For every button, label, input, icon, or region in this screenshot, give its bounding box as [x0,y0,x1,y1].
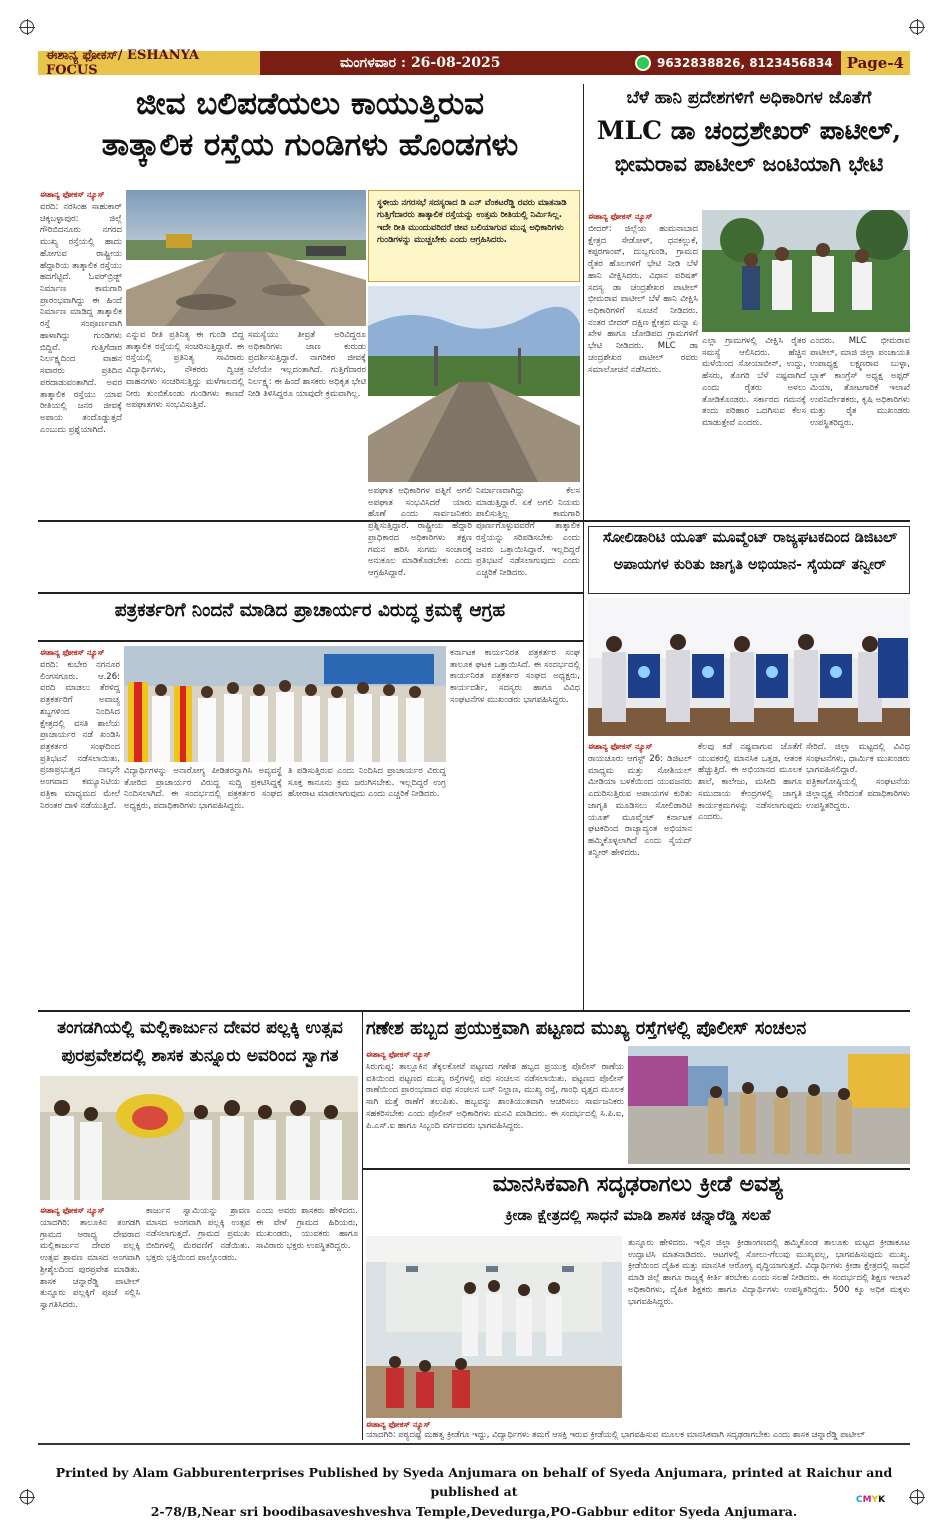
article4-col1: ವರದಿ: ಕುಬೇರ ನಗನೂರ ಲಿಂಗಸಗೂರು. ಆ.26: ವರದಿ ಮಾಡಲು ತೆರಳಿದ್ದ ಪತ್ರಕರ್ತರಿಗೆ ಅವಾಚ್ಯ ಶಬ್ದಗಳಿಂದ ನಿಂದಿಸಿದ ಕ್ಷೇತ್ರದಲ್ಲಿ ವಸತಿ ಶಾಲೆಯ ಪ್ರಾಚಾರ್ಯರ ನಡೆ ಖಂಡಿಸಿ ಪತ್ರಕರ್ತರ ಸಂಘದಿಂದ ಪ್ರತಿಭಟನೆ ನಡೆಸಲಾಯಿತು. ಪ್ರಜಾಪ್ರಭುತ್ವದ ನಾಲ್ಕನೇ ಅಂಗವಾದ ಕಮ್ಯೂನಿಟಿಯ ಪತ್ರಿಕಾ ಮಾಧ್ಯಮದ ಮೇಲೆ ನಿರಂತರ ದಾಳಿ ನಡೆಯುತ್ತಿದೆ. [40,660,120,811]
article7-byline: ಈಶಾನ್ಯ ಫೋಕಸ್ ನ್ಯೂಸ್ [366,1420,431,1429]
article6-headline: ಗಣೇಶ ಹಬ್ಬದ ಪ್ರಯುಕ್ತವಾಗಿ ಪಟ್ಟಣದ ಮುಖ್ಯ ರಸ್ತೆಗಳಲ್ಲಿ ಪೊಲೀಸ್ ಸಂಚಲನ [366,1018,807,1039]
article5-byline: ಈಶಾನ್ಯ ಫೋಕಸ್ ನ್ಯೂಸ್ [40,1206,105,1215]
registration-mark-icon [910,1490,924,1504]
article2-col3: ಎಂದರು. MLC ಭೀಮರಾವ ಪಾಟೀಲ್, ಮಾಜಿ ಜಿಲ್ಲಾ ಪಂಚಾಯತಿ ಉಪಾಧ್ಯಕ್ಷ ಲಕ್ಷ್ಮಣರಾವ ಬುಳ್ಳಾ, ಬ್ಲಾಕ್ ಕಾಂಗ್ರೆಸ್ ಅಧ್ಯಕ್ಷ ಅಫ್ಸರ್ ಮಿಯಾ, ತೋಟಗಾರಿಕೆ ಇಲಾಖೆ ಉಪನಿರ್ದೇಶಕರು, ಕೃಷಿ ಅಧಿಕಾರಿಗಳು ಮತ್ತು ರೈತ ಮುಖಂಡರು ಉಪಸ್ಥಿತರಿದ್ದರು. [810,336,910,429]
whatsapp-icon [635,55,651,71]
phone-numbers: 9632838826, 8123456834 [656,56,833,70]
contact-phones [635,55,833,71]
article4-byline: ಈಶಾನ್ಯ ಫೋಕಸ್ ನ್ಯೂಸ್ [40,648,105,657]
article3-headline-line1: ಸೋಲಿಡಾರಿಟಿ ಯೂತ್ ಮೂವ್ಮೆಂಟ್ ರಾಜ್ಯಘಟಕದಿಂದ ಡಿಜಿಟಲ್ [602,530,898,546]
article7-subhead: ಕ್ರೀಡಾ ಕ್ಷೇತ್ರದಲ್ಲಿ ಸಾಧನೆ ಮಾಡಿ ಶಾಸಕ ಚನ್ನಾರೆಡ್ಡಿ ಸಲಹೆ [505,1206,771,1224]
article5-col3: ಎಂದು ಅವರು ಶಾಸಕರು ಹೇಳಿದರು. ಈ ವೇಳೆ ಗ್ರಾಮದ ಹಿರಿಯರು, ಮುಖಂಡರು, ಯುವಕರು ಹಾಗೂ ಸಾವಿರಾರು ಭಕ್ತರು ಉಪಸ್ಥಿತರಿದ್ದರು. [256,1206,358,1252]
page-number: Page-4 [841,51,910,75]
registration-mark-icon [910,20,924,34]
article2-headline-line3: ಭೀಮರಾವ ಪಾಟೀಲ್ ಜಂಟಿಯಾಗಿ ಭೇಟಿ [614,152,884,177]
article2-col2: ಎಲ್ಲಾ ಗ್ರಾಮಗಳಲ್ಲಿ ವೀಕ್ಷಿಸಿ ರೈತರ ಸಮಸ್ಯೆ ಆಲಿಸಿದರು. ಹೆಚ್ಚಿನ ಮಳೆಯಿಂದ ಸೋಯಾಬೀನ್, ಉದ್ದು, ಹೆಸರು, ತೊಗರಿ ಬೆಳೆ ನಷ್ಟವಾಗಿದೆ ಎಂದು ರೈತರು ಅಳಲು ತೋಡಿಕೊಂಡರು. ಸರ್ಕಾರದ ಗಮನಕ್ಕೆ ತಂದು ಪರಿಹಾರ ಒದಗಿಸುವ ಕೆಲಸ ಮಾಡುತ್ತೇವೆ ಎಂದರು. [702,336,806,429]
section-divider [38,1010,910,1012]
imprint-line2: 2-78/B,Near sri boodibasaveshveshva Temple,Devedurga,PO-Gabbur editor Syeda Anjumara. [150,1503,798,1519]
article6-photo-police-march [628,1046,910,1164]
article3-headline [592,530,908,575]
article5-col1: ಯಾದಗಿರಿ: ತಾಲೂಕಿನ ತಂಗಡಗಿ ಗ್ರಾಮದ ಆರಾಧ್ಯ ದೇವರಾದ ಮಲ್ಲಿಕಾರ್ಜುನ ದೇವರ ಪಲ್ಲಕ್ಕಿ ಉತ್ಸವ ಶ್ರಾವಣ ಮಾಸದ ಅಂಗವಾಗಿ ಶ್ರೀಶೈಲದಿಂದ ಪುರಪ್ರವೇಶ ಮಾಡಿತು. ಶಾಸಕ ಚನ್ನಾರೆಡ್ಡಿ ಪಾಟೀಲ್ ತುನ್ನೂರು ಪಲ್ಲಕ್ಕಿಗೆ ಪೂಜೆ ಸಲ್ಲಿಸಿ ಸ್ವಾಗತಿಸಿದರು. [40,1218,140,1311]
imprint-footer [38,1443,910,1529]
article2-headline-line1: ಬೆಳೆ ಹಾನಿ ಪ್ರದೇಶಗಳಿಗೆ ಅಧಿಕಾರಿಗಳ ಜೊತೆಗೆ [626,88,872,108]
article5-col2: ಕಾರ್ಜುನ ಸ್ವಾಮಿಯನ್ನು ಶ್ರಾವಣ ಮಾಸದ ಅಂಗವಾಗಿ ಪಲ್ಲಕ್ಕಿ ಉತ್ಸವ ನಡೆಸಲಾಗುತ್ತದೆ. ಗ್ರಾಮದ ಪ್ರಮುಖ ಬೀದಿಗಳಲ್ಲಿ ಮೆರವಣಿಗೆ ನಡೆಯಿತು. ಭಕ್ತರು ಭಕ್ತಿಯಿಂದ ಪಾಲ್ಗೊಂಡರು. [146,1206,250,1263]
article4-col3: ತಿ ಪಡಿಸುತ್ತಿರುವ ಎಂದು ನಿಂದಿಸಿದ ಪ್ರಾಚಾರ್ಯರ ವಿರುದ್ಧ ಸೂಕ್ತ ಕಾನೂನು ಕ್ರಮ ಜರುಗಿಸಬೇಕು. ಇಲ್ಲದಿದ್ದರೆ ಉಗ್ರ ಹೋರಾಟ ಮಾಡಲಾಗುವುದು ಎಂದು ಎಚ್ಚರಿಕೆ ನೀಡಿದರು. [288,766,446,800]
article1-col2: ಎನ್ನುವ ರೀತಿ ಪ್ರತಿನಿತ್ಯ ಈ ಗುಂಡಿ ಬಿದ್ದ ತಾತ್ಕಾಲಿಕ ರಸ್ತೆಯಲ್ಲಿ ಸಂಚರಿಸುತ್ತಿದ್ದಾರೆ. ಈ ರಸ್ತೆಯಲ್ಲಿ ಪ್ರತಿನಿತ್ಯ ಸಾವಿರಾರು ವಿದ್ಯಾರ್ಥಿಗಳು, ನೌಕರರು ದ್ವಿಚಕ್ರ ವಾಹನಗಳು ಸಂಚರಿಸುತ್ತಿದ್ದು ಮಳೆಗಾಲದಲ್ಲಿ ನೀರು ತುಂಬಿಕೊಂಡು ಗುಂಡಿಗಳು ಕಾಣದೆ ಅಪಘಾತಗಳು ಸಂಭವಿಸುತ್ತಿವೆ. [126,330,244,411]
article7-headline: ಮಾನಸಿಕವಾಗಿ ಸದೃಢರಾಗಲು ಕ್ರೀಡೆ ಅವಶ್ಯ [492,1172,784,1197]
article1-photo-street [368,286,580,482]
article6-byline: ಈಶಾನ್ಯ ಫೋಕಸ್ ನ್ಯೂಸ್ [366,1050,431,1059]
article6-body: ಸಿರುಗುಪ್ಪ: ತಾಲ್ಲೂಕಿನ ತೆಕ್ಕಲಕೋಟೆ ಪಟ್ಟಣದ ಗಣೇಶ ಹಬ್ಬದ ಪ್ರಯುಕ್ತ ಪೊಲೀಸ್ ಠಾಣೆಯ ವತಿಯಿಂದ ಪಟ್ಟಣದ ಮುಖ್ಯ ರಸ್ತೆಗಳಲ್ಲಿ ಪಥ ಸಂಚಲನ ನಡೆಸಲಾಯಿತು. ಪಟ್ಟಣದ ಪೊಲೀಸ್ ಠಾಣೆಯಿಂದ ಪ್ರಾರಂಭವಾದ ಪಥ ಸಂಚಲನ ಬಸ್ ನಿಲ್ದಾಣ, ಮುಖ್ಯ ರಸ್ತೆ, ಗಾಂಧಿ ವೃತ್ತದ ಮೂಲಕ ಸಾಗಿ ಮತ್ತೆ ಠಾಣೆಗೆ ತಲುಪಿತು. ಹಬ್ಬವನ್ನು ಶಾಂತಿಯುತವಾಗಿ ಆಚರಿಸಲು ಸಾರ್ವಜನಿಕರು ಸಹಕರಿಸಬೇಕು ಎಂದು ಪೊಲೀಸ್ ಅಧಿಕಾರಿಗಳು ಮನವಿ ಮಾಡಿದರು. ಈ ಸಂದರ್ಭದಲ್ಲಿ ಸಿ.ಪಿ.ಐ, ಪಿ.ಎಸ್.ಐ ಹಾಗೂ ಸಿಬ್ಬಂದಿ ವರ್ಗದವರು ಭಾಗವಹಿಸಿದ್ದರು. [366,1062,624,1131]
article7-col-top: ತುನ್ನೂರು ಹೇಳಿದರು. ಇಲ್ಲಿನ ಜಿಲ್ಲಾ ಕ್ರೀಡಾಂಗಣದಲ್ಲಿ ಹಮ್ಮಿಕೊಂಡ ತಾಲೂಕು ಮಟ್ಟದ ಕ್ರೀಡಾಕೂಟ ಉದ್ಘಾಟಿಸಿ ಮಾತನಾಡಿದರು. ಆಟಗಳಲ್ಲಿ ಸೋಲು-ಗೆಲುವು ಮುಖ್ಯವಲ್ಲ, ಭಾಗವಹಿಸುವುದು ಮುಖ್ಯ. ಕ್ರೀಡೆಯಿಂದ ದೈಹಿಕ ಮತ್ತು ಮಾನಸಿಕ ಆರೋಗ್ಯ ವೃದ್ಧಿಯಾಗುತ್ತದೆ. ವಿದ್ಯಾರ್ಥಿಗಳು ಕ್ರೀಡಾ ಕ್ಷೇತ್ರದಲ್ಲಿ ಸಾಧನೆ ಮಾಡಿ ಜಿಲ್ಲೆ ಹಾಗೂ ರಾಜ್ಯಕ್ಕೆ ಕೀರ್ತಿ ತರಬೇಕು ಎಂದು ಸಲಹೆ ನೀಡಿದರು. ಈ ಸಂದರ್ಭದಲ್ಲಿ ಶಿಕ್ಷಣ ಇಲಾಖೆ ಅಧಿಕಾರಿಗಳು, ದೈಹಿಕ ಶಿಕ್ಷಕರು ಹಾಗೂ ವಿದ್ಯಾರ್ಥಿಗಳು ಉಪಸ್ಥಿತರಿದ್ದರು. 500 ಕ್ಕೂ ಅಧಿಕ ಮಕ್ಕಳು ಭಾಗವಹಿಸಿದ್ದರು. [628,1238,910,1307]
article3-headline-line2: ಅಪಾಯಗಳ ಕುರಿತು ಜಾಗೃತಿ ಅಭಿಯಾನ- ಸೈಯದ್ ತನ್ವೀರ್ [613,557,887,574]
article2-headline [588,88,910,178]
article5-headline-line2: ಪುರಪ್ರವೇಶದಲ್ಲಿ ಶಾಸಕ ತುನ್ನೂರು ಅವರಿಂದ ಸ್ವಾಗತ [61,1046,339,1067]
cmyk-y: Y [871,1495,879,1505]
article1-col1: ವರದಿ: ನರಸಿಂಹ ಸಾಹುಕಾರ್ ಚಿಕ್ಕಬಳ್ಳಾಪುರ: ಜಿಲ್ಲೆ ಗೌರಿಬಿದನೂರು ನಗರದ ಮುಖ್ಯ ರಸ್ತೆಯಲ್ಲಿ ಹಾದು ಹೋಗುವ ರಾಷ್ಟ್ರೀಯ ಹೆದ್ದಾರಿಯ ತಾತ್ಕಾಲಿಕ ರಸ್ತೆಯು ಹದಗೆಟ್ಟಿದೆ. ಓವರ್‌ಬ್ರಿಡ್ಜ್ ನಿರ್ಮಾಣ ಕಾಮಗಾರಿ ಪ್ರಾರಂಭವಾಗಿದ್ದು ಈ ಹಿಂದೆ ನಿರ್ಮಾಣ ಮಾಡಿದ್ದ ತಾತ್ಕಾಲಿಕ ರಸ್ತೆ ಸಂಪೂರ್ಣವಾಗಿ ಹಾಳಾಗಿದ್ದು ಗುಂಡಿಗಳು ಬಿದ್ದಿವೆ. ಗುತ್ತಿಗೆದಾರ ನಿರ್ಲಕ್ಷ್ಯದಿಂದ ವಾಹನ ಸವಾರರು ಪ್ರತಿದಿನ ಪರದಾಡುವಂತಾಗಿದೆ. ಅವರ ತಾತ್ಕಾಲಿಕ ರಸ್ತೆಯು ಯಾವ ರೀತಿಯಲ್ಲಿ ಜನರ ಜೀವಕ್ಕೆ ಅಪಾಯ ತಂದೊಡ್ಡುತ್ತದೆ ಎಂಬುದು ಪ್ರಶ್ನೆಯಾಗಿದೆ. [40,202,122,435]
section-divider [362,1168,910,1170]
article1-byline: ಈಶಾನ್ಯ ಫೋಕಸ್ ನ್ಯೂಸ್ [40,190,105,199]
article3-photo-poster-launch [588,598,910,736]
article3-col1: ರಾಯಚೂರು ಆಗಸ್ಟ್ 26: ಡಿಜಿಟಲ್ ಮಾಧ್ಯಮ ಮತ್ತು ಸೋಶಿಯಲ್ ಮೀಡಿಯಾ ಬಳಕೆಯಿಂದ ಯುವಜನರು ಎದುರಿಸುತ್ತಿರುವ ಅಪಾಯಗಳ ಕುರಿತು ಜಾಗೃತಿ ಮೂಡಿಸಲು ಸೋಲಿಡಾರಿಟಿ ಯೂತ್ ಮೂವ್ಮೆಂಟ್ ಕರ್ನಾಟಕ ಘಟಕದಿಂದ ರಾಜ್ಯಾದ್ಯಂತ ಅಭಿಯಾನ ಹಮ್ಮಿಕೊಳ್ಳಲಾಗಿದೆ ಎಂದು ಸೈಯದ್ ತನ್ವೀರ್ ಹೇಳಿದರು. [588,754,692,858]
article1-callout: ಸ್ಥಳೀಯ ನಗರಸಭೆ ಸದಸ್ಯರಾದ ಡಿ ಎನ್ ವೆಂಕಟರೆಡ್ಡಿ ರವರು ಮಾತನಾಡಿ ಗುತ್ತಿಗೆದಾರರು ತಾತ್ಕಾಲಿಕ ರಸ್ತೆಯನ್ನು ಉತ್ತಮ ರೀತಿಯಲ್ಲಿ ನಿರ್ಮಿಸಿಲ್ಲ. ಇದೇ ರೀತಿ ಮುಂದುವರಿದರೆ ಜೀವ ಬಲಿಯಾಗುವ ಮುನ್ನ ಅಧಿಕಾರಿಗಳು ಗುಂಡಿಗಳನ್ನು ಮುಚ್ಚಬೇಕು ಎಂದು ಆಗ್ರಹಿಸಿದರು. [368,190,580,282]
registration-mark-icon [20,1490,34,1504]
section-divider [38,640,583,642]
imprint-line1: Printed by Alam Gabburenterprises Published by Syeda Anjumara on behalf of Syeda Anjumara, printed at Raichur and published at [55,1465,893,1500]
article5-headline-line1: ತಂಗಡಗಿಯಲ್ಲಿ ಮಲ್ಲಿಕಾರ್ಜುನ ದೇವರ ಪಲ್ಲಕ್ಕಿ ಉತ್ಸವ [57,1018,343,1038]
column-divider [362,1010,363,1440]
column-divider [583,520,584,1010]
article1-photo-road [126,190,366,326]
article5-headline [40,1018,360,1067]
article3-col3: ಸೇರಿದೆ. ಜಿಲ್ಲಾ ಮಟ್ಟದಲ್ಲಿ ವಿವಿಧ ಸಂಘಟನೆಗಳು, ಧಾರ್ಮಿಕ ಮುಖಂಡರು ಭಾಗವಹಿಸಲಿದ್ದಾರೆ. ಪತ್ರಿಕಾಗೋಷ್ಠಿಯಲ್ಲಿ ಸಂಘಟನೆಯ ಜಿಲ್ಲಾಧ್ಯಕ್ಷ ಸೇರಿದಂತೆ ಪದಾಧಿಕಾರಿಗಳು ಉಪಸ್ಥಿತರಿದ್ದರು. [806,742,910,811]
article1-headline-line2: ತಾತ್ಕಾಲಿಕ ರಸ್ತೆಯ ಗುಂಡಿಗಳು ಹೊಂಡಗಳು [101,127,519,164]
article4-photo-protest [124,646,446,762]
cmyk-marks [856,1495,885,1505]
registration-mark-icon [20,20,34,34]
article1-col5: ನಿರ್ಮಾಣವಾಗಿದ್ದು ಕೆಲಸ ಮಾಡುತ್ತಿದ್ದಾರೆ. ಏಕೆ ಅಗಲಿ ನಿಯಮ ಪಾಲಿಸುತ್ತಿಲ್ಲ ಕಾಮಗಾರಿ ಪೂರ್ಣಗೊಳ್ಳುವವರೆಗೆ ತಾತ್ಕಾಲಿಕ ರಸ್ತೆಯನ್ನು ಸರಿಪಡಿಸಬೇಕು ಎಂದು ಜನರು ಒತ್ತಾಯಿಸಿದ್ದಾರೆ. ಇಲ್ಲದಿದ್ದರೆ ಪ್ರತಿಭಟನೆ ನಡೆಸಲಾಗುವುದು ಎಂದು ಎಚ್ಚರಿಕೆ ನೀಡಿದರು. [476,486,580,579]
issue-date: ಮಂಗಳವಾರ : 26-08-2025 [340,55,501,71]
article2-col1: ಬೀದರ್: ಜಿಲ್ಲೆಯ ಹುಮನಾಬಾದ ಕ್ಷೇತ್ರದ ಸೇಡೋಳ್, ಧನಕಲ್ಲುಕೆ, ಕಪ್ಪರಗಾಂವ್, ದುಬ್ಲಗುಂಡಿ, ಗ್ರಾಮದ ರೈತರ ಹೊಲಗಳಿಗೆ ಭೇಟಿ ನೀಡಿ ಬೆಳೆ ಹಾನಿ ವೀಕ್ಷಿಸಿದರು. ವಿಧಾನ ಪರಿಷತ್ ಸದಸ್ಯ ಡಾ ಚಂದ್ರಶೇಖರ ಪಾಟೀಲ್ ಭೀಮರಾವ ಪಾಟೀಲ್ ಬೆಳೆ ಹಾನಿ ವೀಕ್ಷಿಸಿ ಅಧಿಕಾರಿಗಳಿಗೆ ಸೂಚನೆ ನೀಡಿದರು. ನಂತರ ಬೀದರ್ ದಕ್ಷಿಣ ಕ್ಷೇತ್ರದ ಮನ್ನಾ ಏ ಖೇಳ ಹಾಗೂ ಜೋಡಿಪದ ಗ್ರಾಮಗಳಿಗೆ ಭೇಟಿ ನೀಡಿದರು. MLC ಡಾ ಚಂದ್ರಶೇಖರ ಪಾಟೀಲ್ ರವರು ಸಮಾಲೋಚನೆ ನಡೆಸಿದರು. [588,224,698,375]
cmyk-m: M [862,1495,872,1505]
article5-photo-festival [40,1076,358,1200]
article1-headline [40,86,580,164]
article4-col4: ಕರ್ನಾಟಕ ಕಾರ್ಯನಿರತ ಪತ್ರಕರ್ತರ ಸಂಘ ತಾಲೂಕ ಘಟಕ ಒತ್ತಾಯಿಸಿದೆ. ಈ ಸಂದರ್ಭದಲ್ಲಿ ಕಾರ್ಯನಿರತ ಪತ್ರಕರ್ತರ ಸಂಘದ ಅಧ್ಯಕ್ಷರು, ಕಾರ್ಯದರ್ಶಿ, ಸದಸ್ಯರು ಹಾಗೂ ವಿವಿಧ ಸಂಘಟನೆಗಳ ಮುಖಂಡರು ಭಾಗವಹಿಸಿದ್ದರು. [450,648,580,705]
article1-headline-line1: ಜೀವ ಬಲಿಪಡೆಯಲು ಕಾಯುತ್ತಿರುವ [135,86,485,122]
article1-col4: ಅಪಘಾತ ಅಧಿಕಾರಿಗಳ ಪತ್ನಿಗೆ ಅಗಲಿ ಅಪಘಾತ ಸಂಭವಿಸಿದರೆ ಯಾರು ಹೊಣೆ ಎಂದು ಸಾರ್ವಜನಿಕರು ಪ್ರಶ್ನಿಸುತ್ತಿದ್ದಾರೆ. ರಾಷ್ಟ್ರೀಯ ಹೆದ್ದಾರಿ ಪ್ರಾಧಿಕಾರದ ಅಧಿಕಾರಿಗಳು ತಕ್ಷಣ ಗಮನ ಹರಿಸಿ ಸುಗಮ ಸಂಚಾರಕ್ಕೆ ಅನುಕೂಲ ಮಾಡಿಕೊಡಬೇಕು ಎಂದು ಆಗ್ರಹಿಸಿದ್ದಾರೆ. [368,486,472,579]
article7-photo-sports-event [366,1236,622,1418]
article3-byline: ಈಶಾನ್ಯ ಫೋಕಸ್ ನ್ಯೂಸ್ [588,742,653,751]
masthead [38,48,910,78]
article2-headline-line2: MLC ಡಾ ಚಂದ್ರಶೇಖರ್ ಪಾಟೀಲ್, [596,116,902,146]
paper-name: ಈಶಾನ್ಯ ಫೋಕಸ್/ ESHANYA FOCUS [38,51,260,75]
article2-photo-field-visit [702,210,910,332]
article4-col2: ವಿದ್ಯಾರ್ಥಿಗಳನ್ನು ಅನಾರೋಗ್ಯ ಪೀಡಿತರನ್ನಾಗಿಸಿ ಅವ್ಯವಸ್ಥೆ ತೋರಿದ ಪ್ರಾಚಾರ್ಯರ ವಿರುದ್ಧ ಸುದ್ದಿ ಪ್ರಕಟಿಸಿದ್ದಕ್ಕೆ ನಿಂದಿಸಲಾಗಿದೆ. ಈ ಸಂದರ್ಭದಲ್ಲಿ ಪತ್ರಕರ್ತರ ಸಂಘದ ಅಧ್ಯಕ್ಷರು, ಪದಾಧಿಕಾರಿಗಳು ಭಾಗವಹಿಸಿದ್ದರು. [124,766,282,812]
article1-col3: ಸಮಸ್ಯೆಯು ತೀವ್ರತೆ ಅರಿವಿದ್ದರೂ ಅಧಿಕಾರಿಗಳು ಜಾಣ ಕುರುಡು ಪ್ರದರ್ಶಿಸುತ್ತಿದ್ದಾರೆ. ನಾಗರಿಕರ ಜೀವಕ್ಕೆ ಬೆಲೆಯೇ ಇಲ್ಲದಂತಾಗಿದೆ. ಗುತ್ತಿಗೆದಾರರ ನಿರ್ಲಕ್ಷ್ಯ: ಈ ಹಿಂದೆ ಶಾಸಕರು ಅಧಿಕೃತ ಭೇಟಿ ನೀಡಿ ತಿಳಿಸಿದ್ದರೂ ಯಾವುದೇ ಕ್ರಮವಾಗಿಲ್ಲ. [248,330,366,399]
cmyk-k: K [878,1495,886,1505]
article4-headline: ಪತ್ರಕರ್ತರಿಗೆ ನಿಂದನೆ ಮಾಡಿದ ಪ್ರಾಚಾರ್ಯರ ವಿರುದ್ಧ ಕ್ರಮಕ್ಕೆ ಆಗ್ರಹ [114,600,506,621]
section-divider [38,592,583,594]
column-divider [583,84,584,520]
cmyk-c: C [856,1495,863,1505]
article2-byline: ಈಶಾನ್ಯ ಫೋಕಸ್ ನ್ಯೂಸ್ [588,212,653,221]
article7-col-bottom: ಯಾದಗಿರಿ: ಪಠ್ಯದಷ್ಟೆ ಮಹತ್ವ ಕ್ರೀಡೆಗೂ ಇದ್ದು, ವಿದ್ಯಾರ್ಥಿಗಳು ತಮಗೆ ಆಸಕ್ತಿ ಇರುವ ಕ್ರೀಡೆಯಲ್ಲಿ ಭಾಗವಹಿಸುವ ಮೂಲಕ ಮಾನಸಿಕವಾಗಿ ಸದೃಢರಾಗಬೇಕು ಎಂದು ಶಾಸಕ ಚನ್ನಾರೆಡ್ಡಿ ಪಾಟೀಲ್ [366,1430,865,1440]
article3-col2: ಕೆಲವು ಕಡೆ ನಷ್ಟವಾಗುವ ಜೊತೆಗೆ ಯುವಕರಲ್ಲಿ ಮಾನಸಿಕ ಒತ್ತಡ, ಆತಂಕ ಹೆಚ್ಚುತ್ತಿದೆ. ಈ ಅಭಿಯಾನದ ಮೂಲಕ ಶಾಲೆ, ಕಾಲೇಜು, ಮಸೀದಿ ಹಾಗೂ ಸಮುದಾಯ ಕೇಂದ್ರಗಳಲ್ಲಿ ಜಾಗೃತಿ ಕಾರ್ಯಕ್ರಮಗಳನ್ನು ನಡೆಸಲಾಗುವುದು ಎಂದರು. [698,742,802,823]
